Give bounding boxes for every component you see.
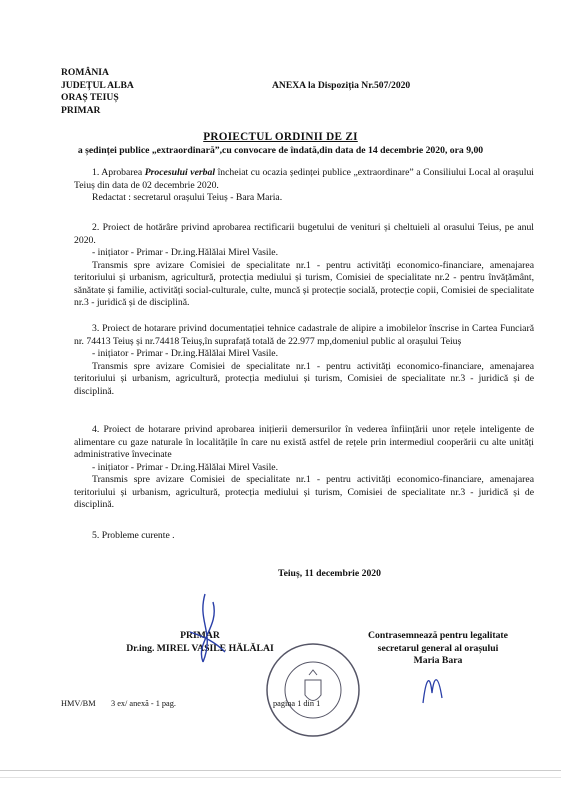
item-4-transmis: Transmis spre avizare Comisiei de specialitate nr.1 - pentru activități economico-financiare, amenajarea teritoriului și urbanism, agricultură, protecția mediului și turism, Comisiei de specialitate nr.3 - juridică și de disciplină. — [74, 474, 534, 510]
header-office: PRIMAR — [61, 104, 101, 116]
footer-initials: HMV/BM — [61, 699, 96, 708]
agenda-item-1 — [74, 167, 534, 205]
item-2-transmis: Transmis spre avizare Comisiei de specialitate nr.1 - pentru activități economico-financiare, amenajarea teritoriului și urbanism, agricultură, protecția mediului și turism, Comisiei de specialitate nr.2 - pentru învățământ, sănătate și familie, activități social-culturale, culte, muncă și protecție socială, protecție copii, Comisiei de specialitate nr.3 - juridică și de disciplină. — [74, 259, 534, 308]
secretary-line-2: secretarul general al orașului — [377, 642, 499, 654]
item-3-initiator: - inițiator - Primar - Dr.ing.Hălălai Mirel Vasile. — [92, 348, 278, 359]
mayor-role: PRIMAR — [180, 630, 220, 641]
mayor-name: Dr.ing. MIREL VASILE HĂLĂLAI — [126, 642, 274, 654]
item-1-text: 1. Aprobarea Procesului verbal încheiat cu ocazia ședinței publice „extraordinare” a Consiliului Local al orașului Teiuș din data de 02 decembrie 2020. — [74, 167, 535, 191]
agenda-item-3 — [74, 323, 534, 398]
signature-secretary — [338, 630, 538, 668]
header-town: ORAȘ TEIUȘ — [61, 92, 119, 103]
item-5-text: 5. Probleme curente . — [92, 530, 175, 541]
document-subtitle: a ședinței publice „extraordinară”,cu convocare de îndată,din data de 14 decembrie 2020, ora 9,00 — [77, 145, 484, 156]
item-2-initiator: - inițiator - Primar - Dr.ing.Hălălai Mirel Vasile. — [92, 247, 278, 258]
item-2-text: 2. Proiect de hotărâre privind aprobarea rectificarii bugetului de venituri și cheltuieli al orasului Teius, pe anul 2020. — [74, 222, 534, 246]
item-3-text: 3. Proiect de hotarare privind documentației tehnice cadastrale de alipire a imobilelor înscrise in Cartea Funciară nr. 74413 Teiuș și nr.74418 Teiuș,în suprafață totală de 22.977 mp,domeniul public al orașului Teiuș — [74, 323, 534, 347]
secretary-signature-scribble — [418, 668, 448, 708]
mayor-signature-scribble — [175, 592, 235, 672]
document-title: PROIECTUL ORDINII DE ZI — [203, 131, 358, 143]
item-1-emphasis: Procesului verbal — [144, 167, 216, 178]
official-stamp — [263, 640, 363, 740]
secretary-name: Maria Bara — [413, 655, 463, 666]
item-1-redactat: Redactat : secretarul orașului Teiuș - Bara Maria. — [92, 192, 283, 203]
issuer-header — [61, 67, 134, 117]
item-4-text: 4. Proiect de hotarare privind aprobarea inițierii demersurilor în vederea înființării unor rețele inteligente de alimentare cu gaze naturale în localitățile în care nu există astfel de rețele prin intermediul cooperării cu alte unități administrative învecinate — [74, 424, 534, 460]
agenda-item-2 — [74, 222, 534, 310]
item-4-initiator: - inițiator - Primar - Dr.ing.Hălălai Mirel Vasile. — [92, 461, 278, 473]
secretary-line-1: Contrasemnează pentru legalitate — [368, 630, 508, 641]
header-county: JUDEȚUL ALBA — [61, 79, 134, 91]
item-3-transmis: Transmis spre avizare Comisiei de specialitate nr.1 - pentru activități economico-financiare, amenajarea teritoriului și urbanism, agricultură, protecția mediului și turism, Comisiei de specialitate nr.3 - juridică și de disciplină. — [74, 360, 534, 397]
agenda-item-4 — [74, 424, 534, 512]
scan-edge-line — [0, 770, 561, 771]
header-country: ROMÂNIA — [61, 67, 109, 78]
footer-copies: 3 ex/ anexă - 1 pag. — [111, 699, 176, 708]
agenda-item-5 — [74, 530, 534, 543]
scan-edge-line-2 — [0, 777, 561, 778]
annex-reference: ANEXA la Dispoziția Nr.507/2020 — [272, 80, 411, 91]
footer-page: pagina 1 din 1 — [273, 699, 321, 708]
document-date: Teiuș, 11 decembrie 2020 — [278, 568, 381, 579]
